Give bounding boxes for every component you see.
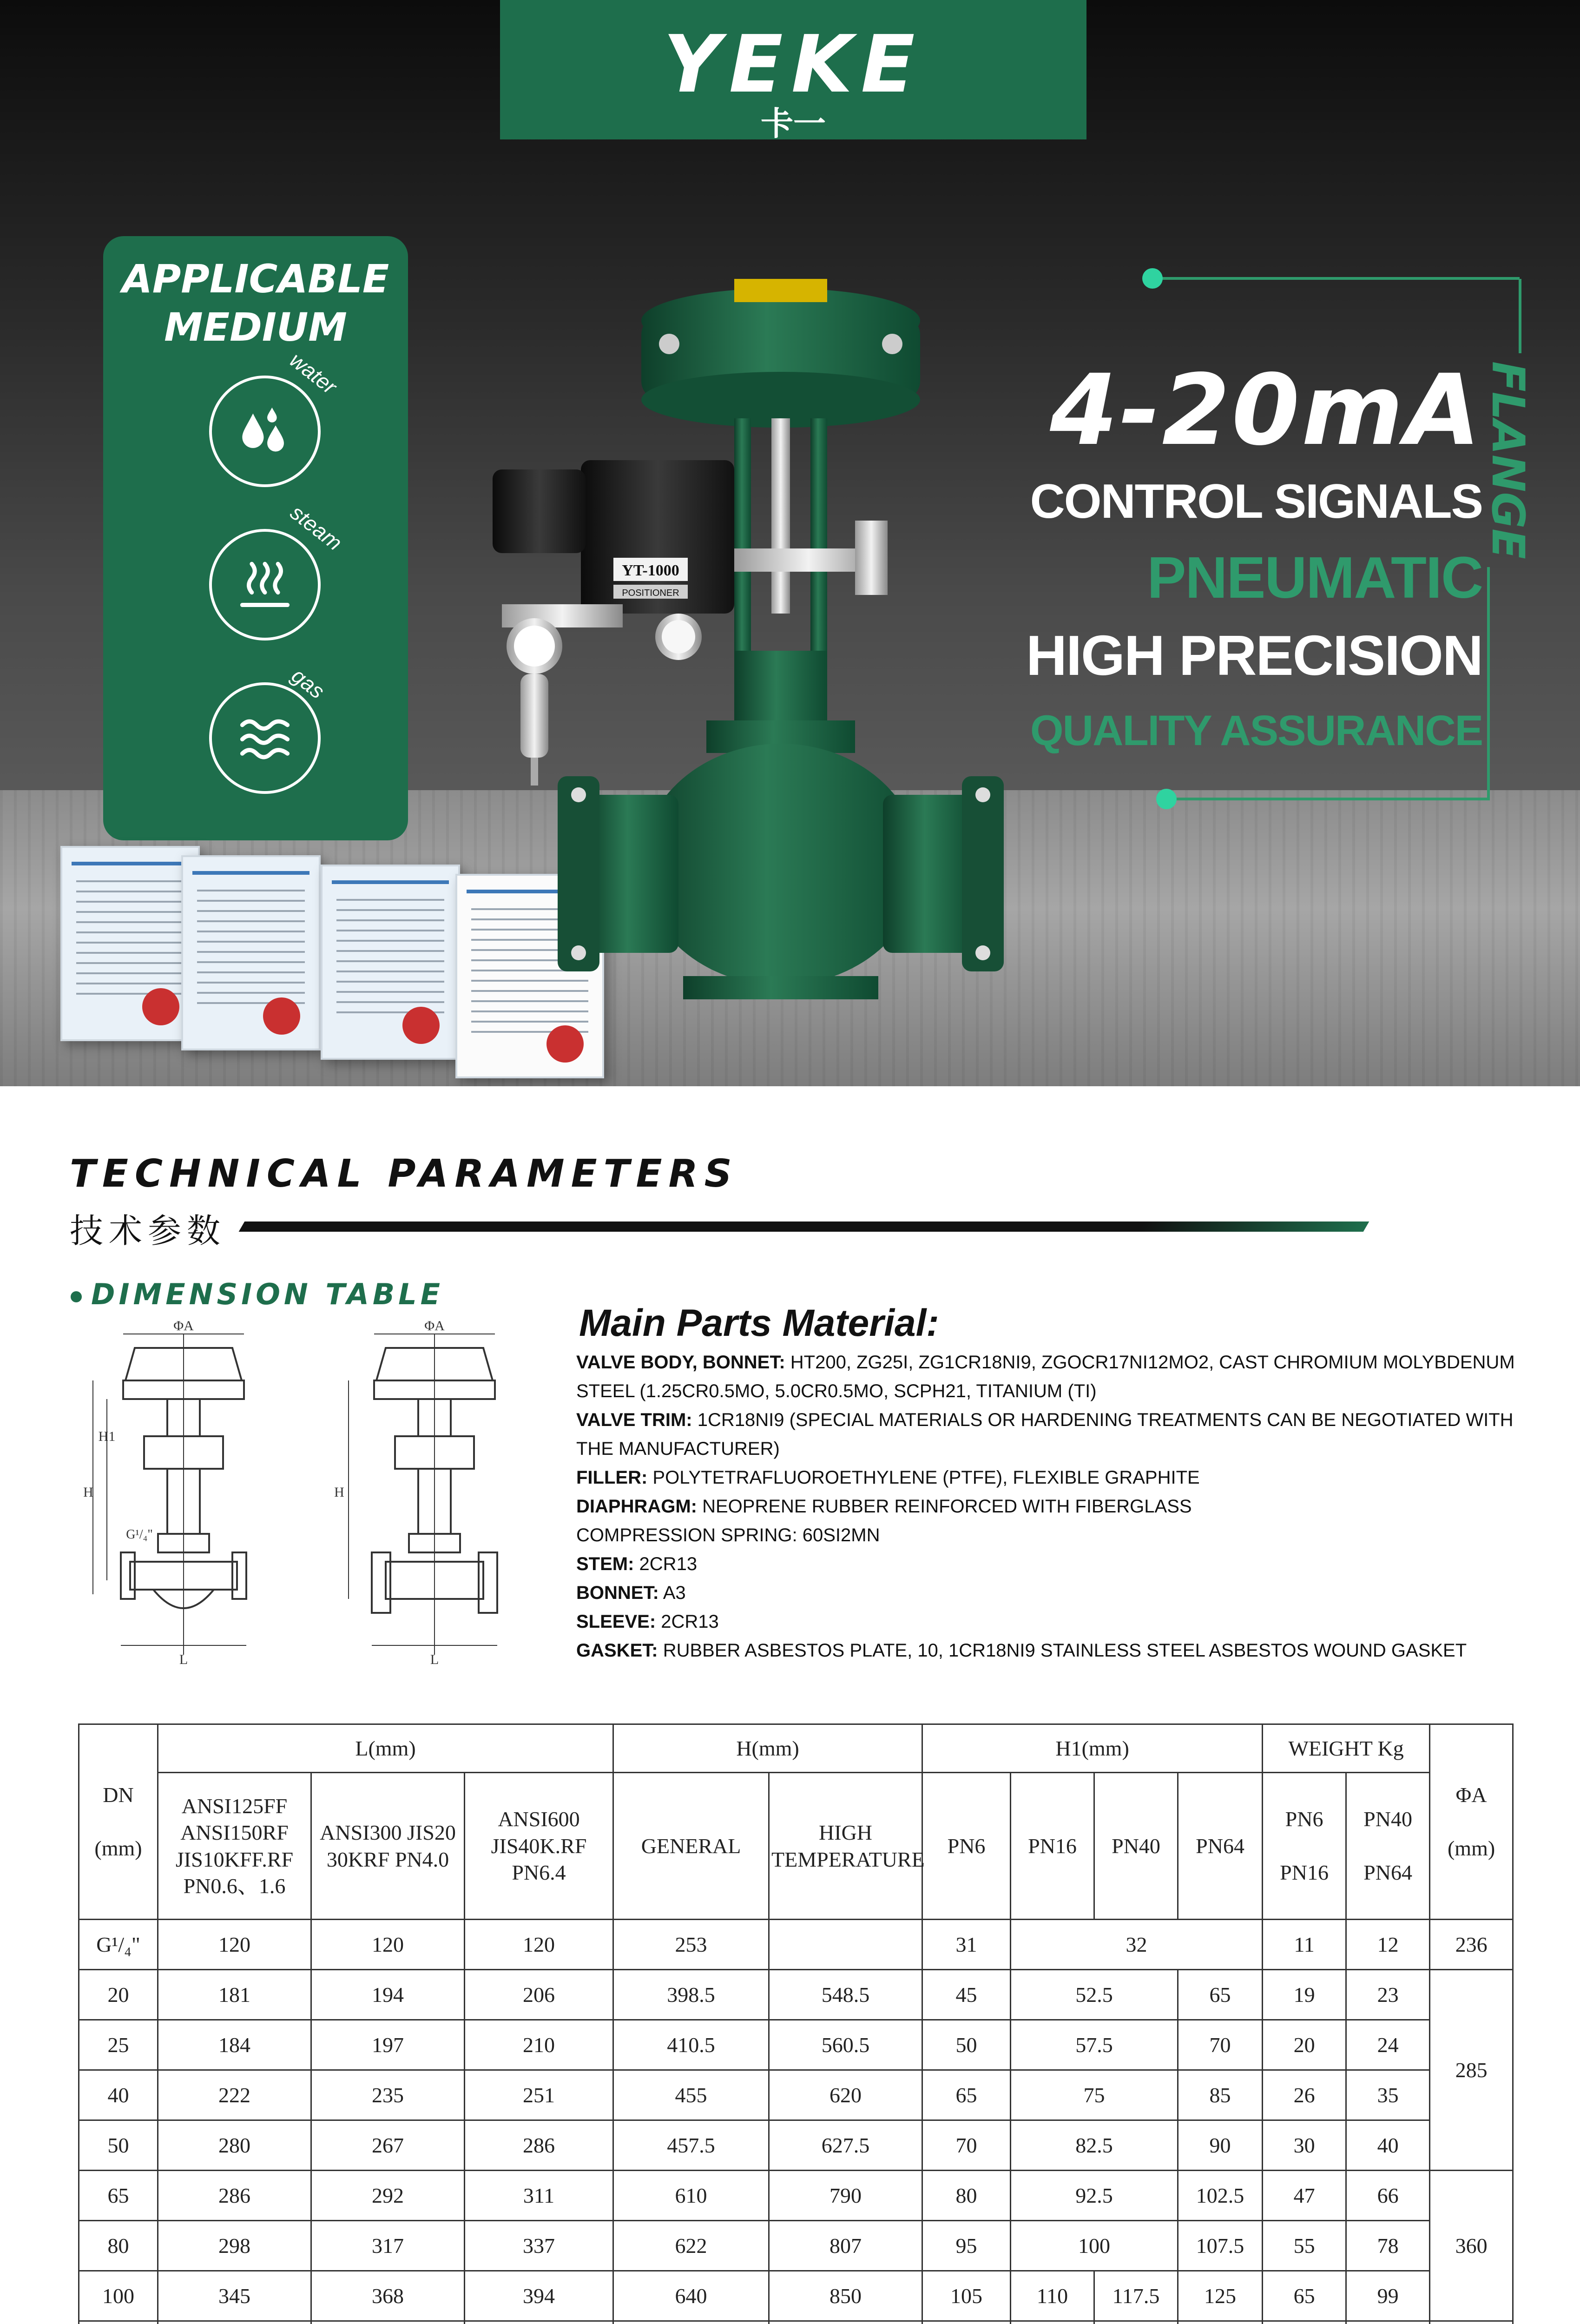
applicable-medium-panel bbox=[103, 236, 408, 840]
parts-item: GASKET: RUBBER ASBESTOS PLATE, 10, 1CR18NI9 STAINLESS STEEL ASBESTOS WOUND GASKET bbox=[576, 1640, 1467, 1661]
flange-label: FLANGE bbox=[1482, 361, 1534, 559]
parts-item: COMPRESSION SPRING: 60SI2MN bbox=[576, 1525, 880, 1545]
h1-col: PN6 bbox=[922, 1773, 1011, 1920]
l-col: ANSI125FF ANSI150RF JIS10KFF.RF PN0.6、1.6 bbox=[158, 1773, 311, 1920]
decor-dot bbox=[1156, 789, 1177, 809]
title-underline-bar bbox=[239, 1221, 1369, 1232]
table-row bbox=[79, 2321, 1513, 2324]
phia-header: ΦA (mm) bbox=[1430, 1724, 1513, 1920]
decor-line bbox=[1487, 567, 1490, 799]
table-row: 100 345 368 394 640 850 105 110 117.5 125 65 99 bbox=[79, 2271, 1513, 2321]
parts-item: BONNET: A3 bbox=[576, 1583, 686, 1603]
svg-text:L: L bbox=[179, 1652, 188, 1667]
h-header: H(mm) bbox=[613, 1724, 922, 1773]
tagline-pneumatic: PNEUMATIC bbox=[1147, 545, 1482, 610]
l-header: L(mm) bbox=[158, 1724, 613, 1773]
certificate-1 bbox=[60, 846, 200, 1041]
certificate-3 bbox=[321, 865, 460, 1060]
table-row: 65 286 292 311 610 790 80 92.5 102.5 47 66 360 bbox=[79, 2171, 1513, 2221]
parts-item: SLEEVE: 2CR13 bbox=[576, 1611, 719, 1632]
table-row: G¹/₄" 120 120 120 253 31 32 11 12 236 bbox=[79, 1920, 1513, 1970]
main-parts-title: Main Parts Material: bbox=[579, 1302, 939, 1344]
signal-headline: 4-20mA bbox=[1050, 353, 1482, 467]
svg-text:H: H bbox=[83, 1485, 93, 1500]
brand-logo-cn: 卡一 bbox=[761, 106, 826, 142]
phia-470 bbox=[1430, 2321, 1513, 2324]
table-row: 25 184 197 210 410.5 560.5 50 57.5 70 20 24 bbox=[79, 2020, 1513, 2070]
h1-col: PN16 bbox=[1011, 1773, 1094, 1920]
certificate-2 bbox=[181, 855, 321, 1050]
h1-col: PN40 bbox=[1094, 1773, 1178, 1920]
svg-text:H1: H1 bbox=[98, 1429, 116, 1444]
positioner-label: YT-1000 bbox=[622, 562, 679, 579]
w-col: PN40 PN64 bbox=[1346, 1773, 1430, 1920]
weight-header: WEIGHT Kg bbox=[1263, 1724, 1430, 1773]
brand-logo bbox=[500, 0, 1086, 142]
tagline-quality-assurance: QUALITY ASSURANCE bbox=[1030, 707, 1482, 754]
decor-line bbox=[1152, 277, 1520, 280]
table-row: 80 298 317 337 622 807 95 100 107.5 55 78 bbox=[79, 2221, 1513, 2271]
parts-item: VALVE BODY, BONNET: HT200, ZG25I, ZG1CR18NI9, ZGOCR17NI12MO2, CAST CHROMIUM MOLYBDENUM STEEL (1.25CR0.5MO, 5.0CR0.5MO, SCPH21, TITANIUM (TI) bbox=[576, 1352, 1515, 1401]
dimension-table-title: DIMENSION TABLE bbox=[91, 1277, 444, 1311]
bullet-dot bbox=[71, 1291, 82, 1302]
svg-text:H: H bbox=[334, 1485, 344, 1500]
control-valve-image bbox=[474, 260, 1032, 1069]
decor-line bbox=[1519, 279, 1521, 353]
water-label: water bbox=[285, 347, 342, 399]
gas-waves-icon bbox=[209, 682, 321, 794]
tagline-high-precision: HIGH PRECISION bbox=[1026, 624, 1482, 687]
table-row: 50 280 267 286 457.5 627.5 70 82.5 90 30 40 bbox=[79, 2120, 1513, 2171]
steam-label: steam bbox=[286, 500, 347, 555]
svg-text:ΦA: ΦA bbox=[173, 1320, 194, 1334]
table-row: 40 222 235 251 455 620 65 75 85 26 35 bbox=[79, 2070, 1513, 2120]
applicable-medium-title: APPLICABLE MEDIUM bbox=[122, 256, 389, 350]
h-col: GENERAL bbox=[613, 1773, 769, 1920]
h-col: HIGH TEMPERATURE bbox=[769, 1773, 922, 1920]
table-row: 20 181 194 206 398.5 548.5 45 52.5 65 19 23 285 bbox=[79, 1970, 1513, 2020]
steam-icon bbox=[209, 529, 321, 640]
brand-logo-text: YEKE bbox=[663, 19, 923, 111]
gas-label: gas bbox=[287, 663, 329, 704]
water-icon bbox=[209, 376, 321, 487]
l-col: ANSI600 JIS40K.RF PN6.4 bbox=[465, 1773, 613, 1920]
svg-text:ΦA: ΦA bbox=[424, 1320, 445, 1334]
parts-item: DIAPHRAGM: NEOPRENE RUBBER REINFORCED WITH FIBERGLASS bbox=[576, 1496, 1192, 1517]
positioner-sub: POSITIONER bbox=[622, 588, 679, 598]
parts-item: STEM: 2CR13 bbox=[576, 1554, 698, 1574]
dimension-table bbox=[78, 1723, 1514, 2324]
main-parts-list bbox=[576, 1348, 1515, 1665]
h1-header: H1(mm) bbox=[922, 1724, 1263, 1773]
decor-line bbox=[1166, 798, 1490, 800]
technical-parameters-title: TECHNICAL PARAMETERS bbox=[70, 1152, 738, 1196]
parts-item: VALVE TRIM: 1CR18NI9 (SPECIAL MATERIALS OR HARDENING TREATMENTS CAN BE NEGOTIATED WITH THE MANUFACTURER) bbox=[576, 1410, 1514, 1459]
tagline-control-signals: CONTROL SIGNALS bbox=[1030, 475, 1482, 528]
technical-parameters-subtitle: 技术参数 bbox=[70, 1213, 226, 1250]
decor-dot bbox=[1142, 268, 1163, 289]
valve-drawing-front bbox=[74, 1320, 297, 1683]
w-col: PN6 PN16 bbox=[1263, 1773, 1346, 1920]
hero-banner bbox=[0, 0, 1580, 1086]
svg-text:G¹/₄": G¹/₄" bbox=[126, 1527, 153, 1542]
valve-drawing-side bbox=[321, 1320, 553, 1683]
l-col: ANSI300 JIS20 30KRF PN4.0 bbox=[311, 1773, 465, 1920]
svg-text:L: L bbox=[430, 1652, 439, 1667]
h1-col: PN64 bbox=[1178, 1773, 1263, 1920]
parts-item: FILLER: POLYTETRAFLUOROETHYLENE (PTFE), FLEXIBLE GRAPHITE bbox=[576, 1467, 1200, 1488]
dn-header: DN (mm) bbox=[79, 1724, 158, 1920]
